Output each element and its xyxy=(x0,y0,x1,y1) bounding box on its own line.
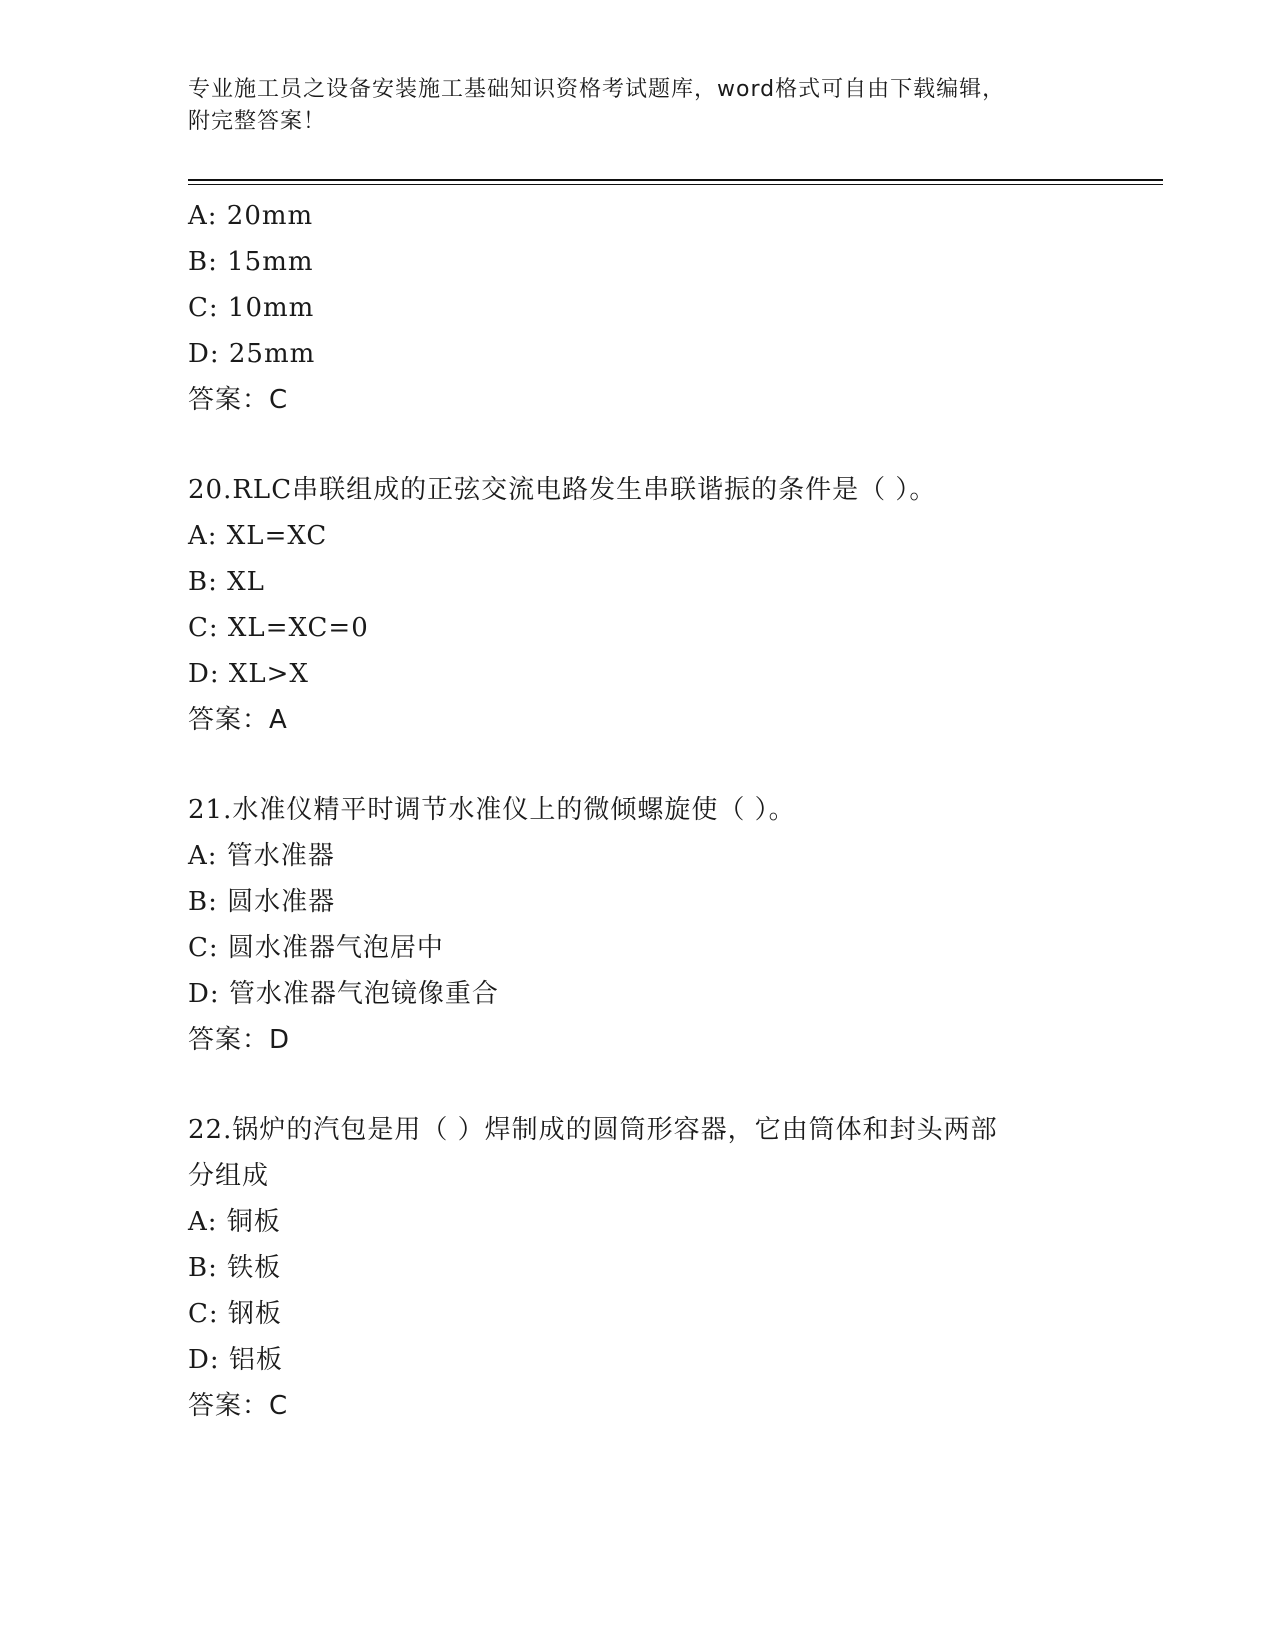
option-c: C: 10mm xyxy=(188,293,315,323)
option-b: B: 铁板 xyxy=(188,1253,282,1283)
answer: 答案：C xyxy=(188,1391,289,1421)
option-c: C: 钢板 xyxy=(188,1299,282,1329)
option-b: B: 15mm xyxy=(188,247,314,277)
document-header xyxy=(188,74,1088,138)
question-stem-line-1: 22.锅炉的汽包是用（ ）焊制成的圆筒形容器，它由筒体和封头两部 xyxy=(188,1115,998,1145)
header-line-2: 附完整答案！ xyxy=(188,109,327,134)
option-a: A: XL=XC xyxy=(188,521,328,551)
option-b: B: 圆水准器 xyxy=(188,887,336,917)
question-20 xyxy=(188,467,1088,743)
header-line-1: 专业施工员之设备安装施工基础知识资格考试题库，word格式可自由下载编辑， xyxy=(188,77,1006,102)
question-stem-line-2: 分组成 xyxy=(188,1161,270,1191)
option-d: D: XL>X xyxy=(188,659,309,689)
header-rule-thin xyxy=(188,184,1163,185)
question-19 xyxy=(188,193,1088,423)
answer: 答案：C xyxy=(188,385,289,415)
option-b: B: XL xyxy=(188,567,265,597)
header-rule-thick xyxy=(188,179,1163,181)
answer: 答案：A xyxy=(188,705,288,735)
option-a: A: 管水准器 xyxy=(188,841,335,871)
question-stem: 20.RLC串联组成的正弦交流电路发生串联谐振的条件是（ ）。 xyxy=(188,475,937,505)
option-a: A: 铜板 xyxy=(188,1207,281,1237)
option-a: A: 20mm xyxy=(188,201,314,231)
option-d: D: 铝板 xyxy=(188,1345,283,1375)
option-d: D: 管水准器气泡镜像重合 xyxy=(188,979,499,1009)
option-c: C: XL=XC=0 xyxy=(188,613,369,643)
question-22 xyxy=(188,1107,1088,1429)
answer: 答案：D xyxy=(188,1025,291,1055)
question-21 xyxy=(188,787,1088,1063)
question-list xyxy=(188,193,1088,1429)
question-stem: 21.水准仪精平时调节水准仪上的微倾螺旋使（ ）。 xyxy=(188,795,796,825)
option-c: C: 圆水准器气泡居中 xyxy=(188,933,444,963)
option-d: D: 25mm xyxy=(188,339,316,369)
